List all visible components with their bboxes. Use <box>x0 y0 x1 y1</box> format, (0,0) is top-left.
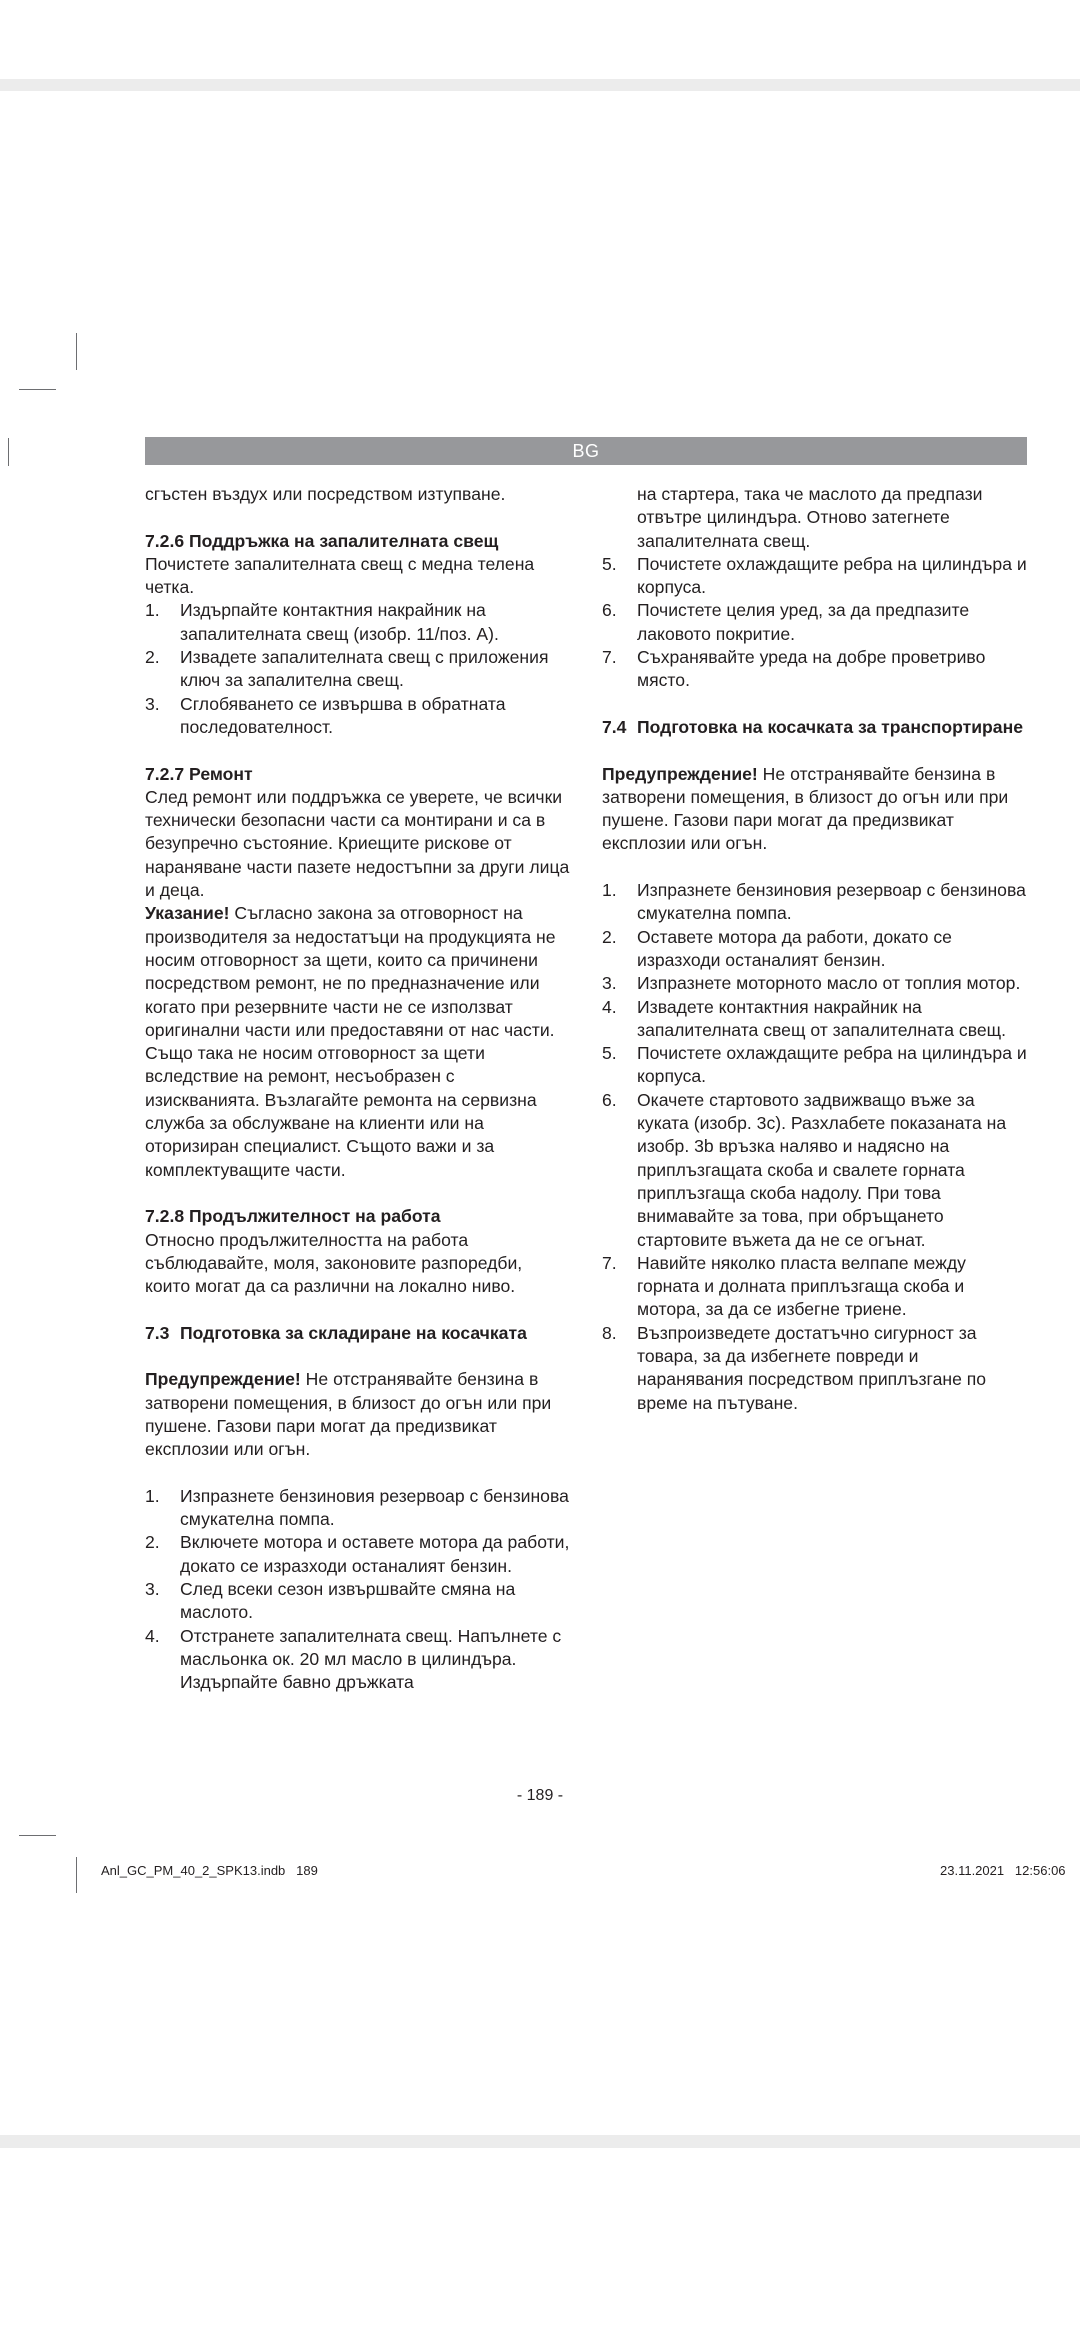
warning-label: Предупреждение! <box>145 1369 301 1390</box>
left-column <box>145 483 570 1694</box>
section-7-2-7-title: 7.2.7 Ремонт <box>145 763 253 784</box>
print-timestamp: 23.11.2021 12:56:06 <box>940 1863 1066 1878</box>
crop-mark <box>76 333 77 370</box>
right-column <box>602 483 1027 1415</box>
list-item: 1. Издърпайте контактния накрайник на запалителната свещ (изобр. 11/поз. А). <box>145 600 499 644</box>
section-7-4-warning <box>602 763 1027 856</box>
crop-mark <box>19 1835 56 1836</box>
list-item: 7. Съхранявайте уреда на добре проветриво място. <box>602 647 986 691</box>
step-4-continuation: на стартера, така че маслото да предпази отвътре цилиндъра. Отново затегнете запалителната свещ. <box>637 484 983 551</box>
crop-mark <box>8 438 9 466</box>
note-label: Указание! <box>145 903 230 924</box>
language-header-bar <box>145 437 1027 465</box>
section-7-2-7-note <box>145 902 570 1182</box>
crop-mark <box>76 1857 77 1893</box>
section-7-2-6-title: 7.2.6 Поддръжка на запалителната свещ <box>145 530 499 551</box>
list-item: 6. Почистете целия уред, за да предпазите лаковото покритие. <box>602 600 970 644</box>
list-item: 4. Отстранете запалителната свещ. Напълнете с масльонка ок. 20 мл масло в цилиндъра. Издърпайте бавно дръжката <box>145 1625 562 1693</box>
section-7-3-title: 7.3 Подготовка за складиране на косачката <box>145 1322 527 1343</box>
note-text: Съгласно закона за отговорност на производителя за недостатъци на продукцията не носим отговорност за щети, които са причинени посредством ремонт, не по предназначение или когато при резервните части не се използват оригинални части или предоставяни от нас части. Също така не носим отговорност за щети вследствие на ремонт, несъобразен с изискванията. Възлагайте ремонта на сервизна служба за обслужване на клиенти или на оторизиран специалист. Същото важи и за комплектуващите части. <box>145 903 556 1180</box>
page-number: - 189 - <box>516 1787 564 1804</box>
list-item: 3. След всеки сезон извършвайте смяна на маслото. <box>145 1578 516 1623</box>
list-item: 6. Окачете стартовото задвижващо въже за куката (изобр. 3c). Разхлабете показаната на изобр. 3b връзка наляво и надясно на приплъзгащата скоба и свалете горната приплъзгаща скоба надолу. При това внимавайте за това, при обръщането стартовите въжета да не се огънат. <box>602 1089 1007 1250</box>
warning-text: Не отстранявайте бензина в затворени помещения, в близост до огън или при пушене. Газови пари могат да предизвикат експлозии или огън. <box>145 1369 552 1460</box>
crop-mark <box>19 389 56 390</box>
print-file-name: Anl_GC_PM_40_2_SPK13.indb 189 <box>101 1863 318 1878</box>
intro-line: сгъстен въздух или посредством изтупване. <box>145 484 506 504</box>
list-item: 2. Включете мотора и оставете мотора да работи, докато се изразходи останалият бензин. <box>145 1532 570 1576</box>
section-7-2-6-body: Почистете запалителната свещ с медна телена четка. <box>145 553 535 598</box>
list-item: 2. Извадете запалителната свещ с приложения ключ за запалителна свещ. <box>145 647 549 691</box>
list-item: 3. Изпразнете моторното масло от топлия мотор. <box>602 973 1021 994</box>
section-7-4-steps <box>602 879 1027 1415</box>
language-code: BG <box>572 441 600 461</box>
list-item: 5. Почистете охлаждащите ребра на цилиндъра и корпуса. <box>602 553 1027 598</box>
section-7-2-8-body: Относно продължителността на работа съблюдавайте, моля, законовите разпоредби, които могат да са различни на локално ниво. <box>145 1229 523 1297</box>
section-7-3-steps <box>145 1485 570 1695</box>
section-7-3-steps-continued <box>602 553 1027 693</box>
list-item: 8. Възпроизведете достатъчно сигурност за товара, за да избегнете повреди и наранявания посредством приплъзгане по време на пътуване. <box>602 1322 987 1413</box>
viewer-page-separator-top <box>0 79 1080 91</box>
section-7-2-8-title: 7.2.8 Продължителност на работа <box>145 1206 441 1227</box>
list-item: 3. Сглобяването се извършва в обратната последователност. <box>145 693 506 737</box>
warning-label: Предупреждение! <box>602 763 758 784</box>
list-item: 4. Извадете контактния накрайник на запалителната свещ от запалителната свещ. <box>602 996 1006 1040</box>
viewer-page-separator-bottom <box>0 2135 1080 2148</box>
list-item: 1. Изпразнете бензиновия резервоар с бензинова смукателна помпа. <box>145 1485 569 1530</box>
list-item: 7. Навийте няколко пласта велпапе между горната и долната приплъзгаща скоба и мотора, за да се избегне триене. <box>602 1252 966 1320</box>
section-7-4-title: 7.4 Подготовка на косачката за транспортиране <box>602 716 1023 737</box>
section-7-3-warning <box>145 1368 570 1461</box>
section-7-2-7-body: След ремонт или поддръжка се уверете, че всички технически безопасни части са монтирани и са в безупречно състояние. Криещите рискове от нараняване части пазете недостъпни за други лица и деца. <box>145 786 570 901</box>
warning-text: Не отстранявайте бензина в затворени помещения, в близост до огън или при пушене. Газови пари могат да предизвикат експлозии или огън. <box>602 763 1009 854</box>
section-7-2-6-steps <box>145 599 570 739</box>
list-item: 1. Изпразнете бензиновия резервоар с бензинова смукателна помпа. <box>602 880 1026 924</box>
list-item: 2. Оставете мотора да работи, докато се изразходи останалият бензин. <box>602 926 952 970</box>
list-item: 5. Почистете охлаждащите ребра на цилиндъра и корпуса. <box>602 1043 1027 1087</box>
